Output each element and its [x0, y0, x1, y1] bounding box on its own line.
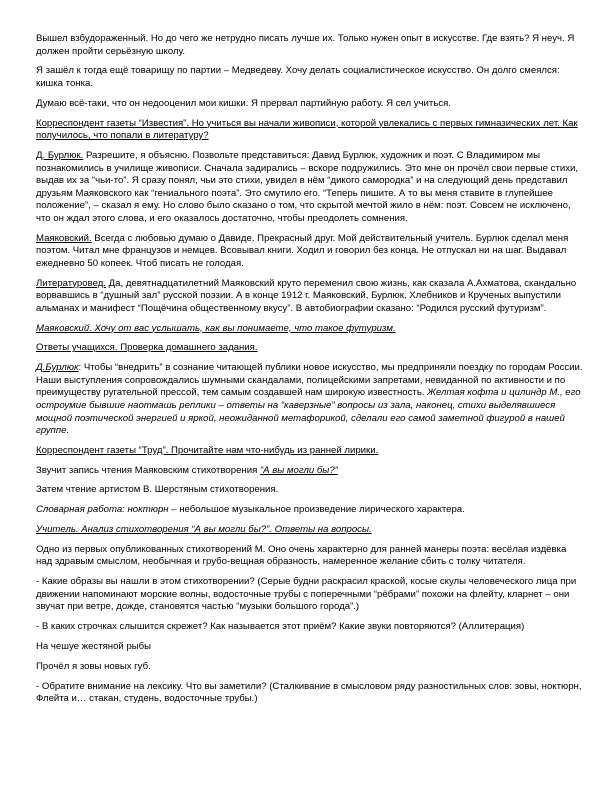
text-run: - Какие образы вы нашли в этом стихотворении? (Серые будни раскрасил краской, косые скулы человеческого лица при движении напоминают морские волны, водосточные трубы с поперечными “рёбрами” похожи на флейту, кларнет – они звучат при ветре, дожде, становятся частью “музыки большого города”.) [36, 576, 577, 613]
text-run: Литературовед. [36, 277, 106, 289]
text-run: : Чтобы “внедрить” в сознание читающей публики новое искусство, мы предприняли поездку по городам России. Наши выступления сопровождались шумными скандалами, полицейскими запретами, невиданной по активности и по преимуществу ругательной прессой, тем самым создавшей нам широкую известность. [36, 362, 583, 399]
text-run: Затем чтение артистом В. Шерстяным стихотворения. [36, 484, 279, 496]
paragraph [36, 661, 584, 674]
text-run: Всегда с любовью думаю о Давиде. Прекрасный друг. Мой действительный учитель. Бурлюк сделал меня поэтом. Читал мне французов и немцев. Всовывал книги. Ходил и говорил без конца. Не отпускал ни на шаг. Выдавал ежедневно 50 копеек. Чтоб писать не голодая. [36, 232, 569, 269]
text-run: Я зашёл к тогда ещё товарищу по партии – Медведеву. Хочу делать социалистическое искусство. Он долго смеялся: кишка тонка. [36, 65, 560, 89]
text-run: Учитель. Анализ стихотворения “А вы могли бы?”. Ответы на вопросы. [36, 524, 372, 536]
paragraph [36, 362, 584, 438]
paragraph [36, 342, 584, 355]
text-run: - В каких строчках слышится скрежет? Как называется этот приём? Какие звуки повторяются? (Аллитерация) [36, 621, 525, 633]
text-run: Одно из первых опубликованных стихотворений М. Оно очень характерно для ранней манеры поэта: весёлая издёвка над здравым смыслом, необычная и грубо-вещная образность, намеренное желание сбить с толку читателя. [36, 543, 567, 568]
paragraph [36, 681, 584, 706]
text-run: Ответы учащихся. Проверка домашнего задания. [36, 342, 258, 354]
paragraph [36, 641, 584, 654]
text-run: Маяковский. [36, 232, 92, 244]
text-run: Д. Бурлюк. [36, 149, 84, 161]
text-run: Словарная работа: ноктюрн [36, 504, 169, 516]
paragraph [36, 323, 584, 336]
text-run: Желтая кофта и цилиндр М., его остроумие бывшие наотмашь реплики – ответы на “каверзные” вопросы из зала, наконец, стихи выделявшиеся мощной поэтической энергией и яркой, неожиданной метафорикой, сделали его самой заметной фигурой в нашей группе. [36, 387, 581, 437]
text-run: Вышел взбудораженный. Но до чего же нетрудно писать лучше их. Только нужен опыт в искусстве. Где взять? Я неуч. Я должен пройти серьёзную школу. [36, 33, 575, 57]
paragraph [36, 65, 584, 90]
paragraph [36, 576, 584, 614]
text-run: Прочёл я зовы новых губ. [36, 660, 151, 672]
paragraph [36, 278, 584, 316]
paragraph [36, 118, 584, 143]
text-run: Думаю всё-таки, что он недооценил мои кишки. Я прервал партийную работу. Я сел учиться. [36, 97, 451, 109]
paragraph [36, 544, 584, 569]
paragraph [36, 504, 584, 517]
paragraph [36, 233, 584, 271]
paragraph [36, 98, 584, 111]
text-run: На чешуе жестяной рыбы [36, 640, 152, 652]
text-run: Корреспондент газеты “Известия”. Но учиться вы начали живописи, которой увлекались с первых гимназических лет. Как получилось, что попали в литературу? [36, 117, 578, 142]
text-run: “А вы могли бы?” [259, 464, 338, 476]
paragraph [36, 445, 584, 458]
text-run: – небольшое музыкальное произведение лирического характера. [168, 504, 465, 516]
text-run: Маяковский. Хочу от вас услышать, как вы понимаете, что такое футуризм. [36, 322, 396, 334]
text-run: Д.Бурлюк [36, 362, 79, 374]
paragraph [36, 33, 584, 58]
paragraph [36, 621, 584, 634]
paragraph [36, 524, 584, 537]
paragraph [36, 465, 584, 478]
text-run: - Обратите внимание на лексику. Что вы заметили? (Сталкивание в смысловом ряду разностильных слов: зовы, ноктюрн, Флейта и… стакан, студень, водосточные трубы.) [36, 680, 582, 705]
paragraph [36, 484, 584, 497]
paragraph [36, 150, 584, 226]
text-run: Корреспондент газеты “Труд”. Прочитайте нам что-нибудь из ранней лирики. [36, 444, 379, 456]
text-run: Звучит запись чтения Маяковским стихотворения [36, 464, 260, 476]
text-run: Разрешите, я объясню. Позвольте представиться: Давид Бурлюк, художник и поэт. С Владимиром мы познакомились в училище живописи. Сначала задирались – вскоре подружились. Это мне он прочёл свои первые стихи, выдав их за “чьи-то”. Я сразу понял, чьи это стихи, увидел в нём “дикого самородка” и на следующий день представил друзьям Маяковского как “гениального поэта”. Это смутило его. “Теперь пишите. А то вы меня ставите в глупейшее положение”, – сказал я ему. Но слово было сказано о том, что скрытой мечтой жило в нём: поэт. Совсем не исключено, что он ждал этого слова, и его оказалось достаточно, чтобы преодолеть сомнения. [36, 149, 579, 224]
document-page [36, 33, 584, 713]
text-run: Да, девятнадцатилетний Маяковский круто переменил свою жизнь, как сказала А.Ахматова, скандально ворвавшись в “душный зал” русской поэзии. А в конце 1912 г. Маяковский, Бурлюк, Хлебников и Крученых выпустили альманах и манифест “Пощёчина общественному вкусу”. В автобиографии сказано: “Родился русский футуризм”. [36, 277, 577, 314]
